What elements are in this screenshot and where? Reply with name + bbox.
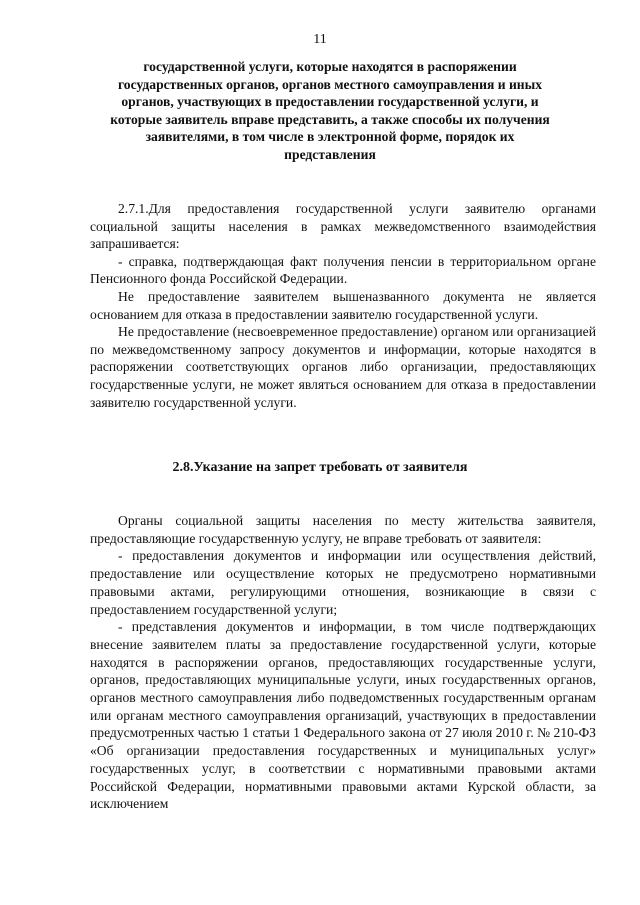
paragraph-non-submission: Не предоставление заявителем вышеназванного документа не является основанием для отказа в предоставлении заявителю государственной услуги. bbox=[90, 288, 596, 322]
list-item-certificate: - справка, подтверждающая факт получения пенсии в территориальном органе Пенсионного фонда Российской Федерации. bbox=[90, 253, 596, 287]
page-number: 11 bbox=[313, 32, 327, 47]
paragraph-intro: 2.7.1.Для предоставления государственной услуги заявителю органами социальной защиты населения в рамках межведомственного взаимодействия запрашивается: bbox=[90, 201, 596, 252]
paragraph-prohibition-intro: Органы социальной защиты населения по месту жительства заявителя, предоставляющие государственную услугу, не вправе требовать от заявителя: bbox=[90, 513, 596, 546]
section-2-7-1 bbox=[90, 200, 596, 411]
list-item-documents-actions: - предоставления документов и информации или осуществления действий, предоставление или осуществление которых не предусмотрено нормативными правовыми актами, регулирующими отношения, возникающие в связи с предоставлением государственной услуги; bbox=[90, 548, 596, 617]
section-2-8 bbox=[90, 512, 596, 813]
paragraph-interagency: Не предоставление (несвоевременное предоставление) органом или организацией по межведомственному запросу документов и информации, которые находятся в распоряжении соответствующих органов либо организации, предоставляющих государственные услуги, не может являться основанием для отказа в предоставлении заявителю государственной услуги. bbox=[90, 324, 596, 410]
section-heading-continued: государственной услуги, которые находятся в распоряжении государственных органов, органов местного самоуправления и иных органов, участвующих в предоставлении государственной услуги, и которые заявитель вправе представить, а также способы их получения заявителями, в том числе в электронной форме, порядок их представления bbox=[110, 59, 550, 162]
section-title-2-8: 2.8.Указание на запрет требовать от заявителя bbox=[172, 460, 468, 475]
list-item-documents-held: - представления документов и информации, в том числе подтверждающих внесение заявителем платы за предоставление государственной услуги, которые находятся в распоряжении органов, предоставляющих государственные услуги, органов, предоставляющих муниципальные услуги, иных государственных органов, органов местного самоуправления либо подведомственных государственным органам или органам местного самоуправления организаций, участвующих в предоставлении предусмотренных частью 1 статьи 1 Федерального закона от 27 июля 2010 г. № 210-ФЗ «Об организации предоставления государственных и муниципальных услуг» государственных услуг, в соответствии с нормативными правовыми актами Российской Федерации, нормативными правовыми актами Курской области, за исключением bbox=[90, 619, 596, 812]
